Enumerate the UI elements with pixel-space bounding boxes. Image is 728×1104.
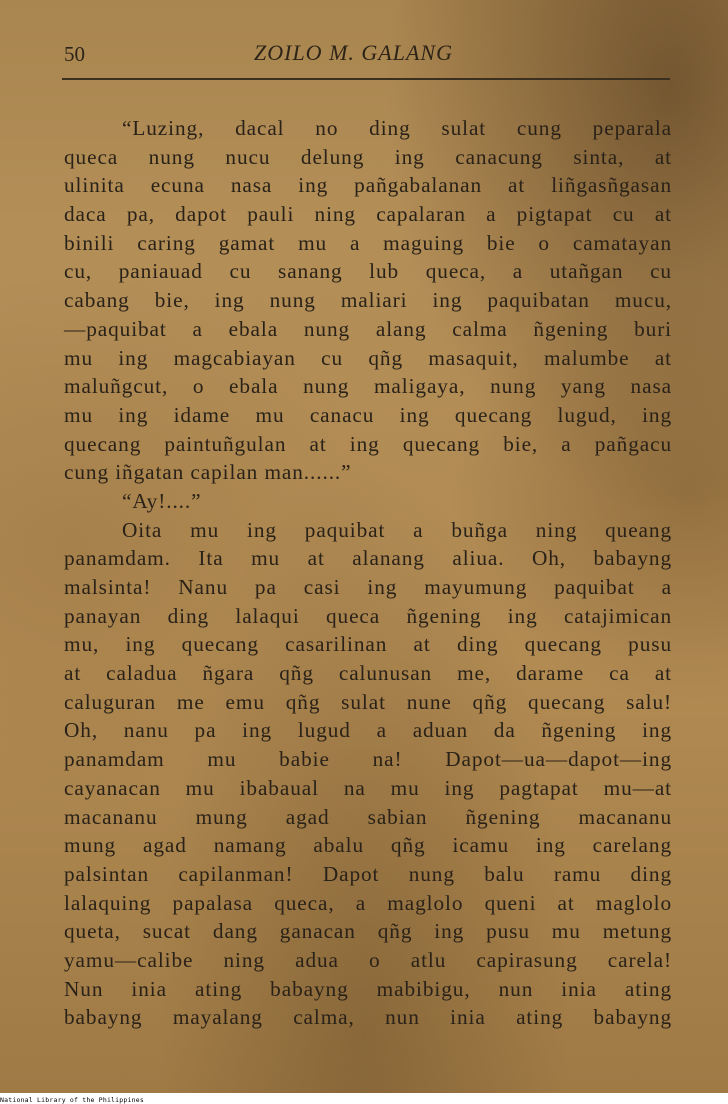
text-line: mu ing magcabiayan cu qñg masaquit, malumbe at — [64, 345, 672, 370]
text-line: quecang paintuñgulan at ing quecang bie, a pañgacu — [64, 431, 672, 456]
text-line: panayan ding lalaqui queca ñgening ing catajimican — [64, 603, 672, 628]
text-line: daca pa, dapot pauli ning capalaran a pigtapat cu at — [64, 202, 672, 227]
text-line: malsinta! Nanu pa casi ing mayumung paquibat a — [64, 575, 672, 599]
text-line: mung agad namang abalu qñg icamu ing carelang — [64, 833, 672, 858]
text-line: queca nung nucu delung ing canacung sinta, at — [64, 144, 672, 169]
text-line: mu, ing quecang casarilinan at ding quecang pusu — [64, 632, 672, 657]
text-line: —paquibat a ebala nung alang calma ñgening buri — [64, 316, 672, 341]
text-line: caluguran me emu qñg sulat nune qñg quecang salu! — [64, 689, 672, 714]
text-line: lalaquing papalasa queca, a maglolo queni at maglolo — [64, 890, 672, 915]
text-line: Oh, nanu pa ing lugud a aduan da ñgening ing — [64, 718, 672, 743]
body-text — [64, 114, 672, 1032]
text-line: panamdam mu babie na! Dapot—ua—dapot—ing — [64, 747, 672, 772]
text-line: at caladua ñgara qñg calunusan me, darame ca at — [64, 661, 672, 686]
text-line: “Luzing, dacal no ding sulat cung peparala — [122, 116, 672, 140]
text-line: ulinita ecuna nasa ing pañgabalanan at liñgasñgasan — [64, 173, 672, 198]
text-line: queta, sucat dang ganacan qñg ing pusu mu metung — [64, 919, 672, 944]
text-line: binili caring gamat mu a maguing bie o camatayan — [64, 230, 672, 255]
text-line: Oita mu ing paquibat a buñga ning queang — [122, 517, 672, 542]
page-number: 50 — [64, 42, 85, 66]
text-line: cu, paniauad cu sanang lub queca, a utañgan cu — [64, 259, 672, 284]
footer-credit: National Library of the Philippines — [0, 1096, 144, 1104]
running-head: ZOILO M. GALANG — [254, 40, 453, 65]
text-line: babayng mayalang calma, nun inia ating babayng — [64, 1005, 672, 1030]
text-line: cayanacan mu ibabaual na mu ing pagtapat mu—at — [64, 775, 672, 800]
text-line: Nun inia ating babayng mabibigu, nun inia ating — [64, 976, 672, 1001]
text-line: maluñgcut, o ebala nung maligaya, nung yang nasa — [64, 374, 672, 399]
text-line: mu ing idame mu canacu ing quecang lugud, ing — [64, 402, 672, 427]
text-line: “Ay!....” — [122, 488, 202, 513]
header-rule — [62, 78, 670, 80]
text-line: cabang bie, ing nung maliari ing paquibatan mucu, — [64, 288, 672, 313]
text-line: yamu—calibe ning adua o atlu capirasung carela! — [64, 947, 672, 972]
text-line: palsintan capilanman! Dapot nung balu ramu ding — [64, 861, 672, 886]
page-header — [64, 38, 670, 72]
text-line: macananu mung agad sabian ñgening macananu — [64, 804, 672, 829]
text-line: panamdam. Ita mu at alanang aliua. Oh, babayng — [64, 546, 672, 571]
text-line: cung iñgatan capilan man......” — [64, 460, 352, 485]
